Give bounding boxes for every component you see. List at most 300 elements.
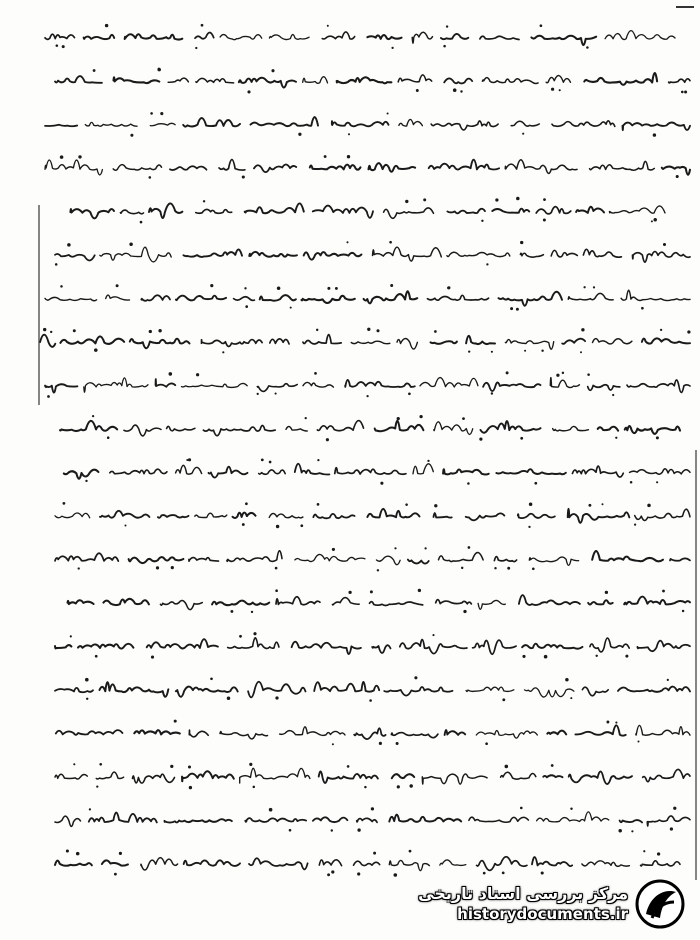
- ink-word: [182, 383, 248, 387]
- ink-dot: [528, 526, 530, 528]
- ink-dot: [418, 589, 421, 592]
- ink-dot: [631, 830, 633, 832]
- handwritten-line: [60, 415, 680, 441]
- handwritten-line: [45, 284, 690, 311]
- ink-word: [584, 73, 657, 85]
- ink-word: [543, 775, 562, 777]
- ink-dot: [245, 502, 248, 505]
- ink-word: [129, 557, 184, 563]
- ink-word: [113, 165, 161, 171]
- ink-dot: [116, 284, 119, 287]
- ink-word: [670, 558, 690, 560]
- ink-dot: [99, 763, 102, 766]
- ink-word: [636, 725, 690, 735]
- ink-dot: [506, 371, 509, 374]
- ink-dot: [660, 329, 662, 331]
- handwritten-line: [45, 155, 690, 179]
- ink-word: [505, 160, 577, 174]
- ink-word: [588, 600, 613, 604]
- ink-word: [182, 771, 234, 781]
- ink-word: [494, 557, 516, 562]
- ink-dot: [387, 112, 389, 114]
- ink-dot: [653, 133, 656, 136]
- ink-dot: [327, 287, 330, 290]
- ink-dot: [463, 610, 466, 613]
- ink-word: [553, 426, 589, 430]
- ink-word: [196, 209, 232, 213]
- ink-dot: [366, 395, 368, 397]
- ink-dot: [275, 393, 277, 395]
- ink-word: [633, 252, 691, 263]
- ink-word: [184, 249, 243, 256]
- ink-dot: [151, 656, 154, 659]
- ink-dot: [157, 68, 161, 72]
- ink-dot: [277, 286, 281, 290]
- ink-dot: [588, 504, 591, 507]
- ink-word: [55, 861, 92, 866]
- ink-dot: [667, 679, 669, 681]
- ink-dot: [520, 807, 523, 810]
- ink-dot: [56, 44, 59, 47]
- ink-dot: [230, 610, 233, 613]
- ink-word: [55, 645, 71, 648]
- ink-word: [322, 32, 355, 39]
- ink-word: [575, 725, 625, 735]
- ink-dot: [641, 307, 644, 310]
- ink-word: [120, 210, 143, 214]
- ink-word: [431, 341, 457, 344]
- ink-word: [45, 160, 102, 175]
- ink-dot: [335, 287, 338, 290]
- ink-dot: [269, 808, 273, 812]
- ink-dot: [396, 742, 399, 745]
- ink-word: [313, 514, 354, 518]
- ink-dot: [427, 460, 429, 462]
- ink-word: [384, 208, 434, 218]
- ink-word: [669, 79, 690, 83]
- ink-word: [270, 339, 289, 344]
- ink-dot: [447, 286, 450, 289]
- ink-dot: [551, 764, 554, 767]
- ink-word: [84, 378, 148, 392]
- ink-dot: [66, 849, 69, 852]
- ink-word: [106, 295, 130, 300]
- ink-dot: [327, 25, 329, 27]
- ink-dot: [681, 91, 684, 94]
- ink-word: [335, 468, 406, 475]
- ink-dot: [532, 567, 535, 570]
- ink-word: [254, 164, 296, 172]
- ink-word: [532, 857, 572, 866]
- ink-dot: [634, 523, 636, 525]
- ink-word: [195, 513, 227, 517]
- ink-dot: [391, 47, 393, 49]
- handwritten-line: [56, 720, 690, 746]
- ink-word: [337, 77, 392, 83]
- ink-word: [332, 121, 389, 126]
- ink-dot: [357, 828, 360, 831]
- ink-dot: [481, 220, 483, 222]
- ink-word: [130, 339, 190, 349]
- ink-dot: [170, 765, 173, 768]
- ink-word: [582, 861, 630, 867]
- ink-dot: [586, 46, 589, 49]
- ink-word: [276, 597, 320, 605]
- ink-word: [248, 682, 305, 698]
- ink-word: [184, 860, 240, 866]
- ink-dot: [397, 417, 400, 420]
- ink-dot: [347, 155, 350, 158]
- ink-word: [45, 384, 77, 392]
- margin-line-right: [695, 450, 697, 880]
- handwritten-line: [45, 24, 675, 49]
- ink-dot: [275, 696, 278, 699]
- ink-word: [295, 464, 330, 475]
- ink-word: [176, 687, 238, 697]
- ink-word: [592, 551, 663, 561]
- ink-dot: [92, 415, 94, 417]
- ink-dot: [467, 482, 470, 485]
- ink-word: [259, 470, 286, 474]
- ink-word: [245, 818, 306, 822]
- handwritten-line: [55, 807, 690, 833]
- ink-dot: [94, 348, 98, 352]
- ink-word: [441, 34, 468, 39]
- ink-dot: [423, 198, 426, 201]
- ink-dot: [289, 829, 292, 832]
- ink-dot: [203, 200, 205, 202]
- ink-dot: [300, 524, 303, 527]
- ink-dot: [346, 241, 348, 243]
- ink-dot: [460, 90, 462, 92]
- ink-dot: [244, 287, 246, 289]
- ink-dot: [73, 329, 76, 332]
- ink-dot: [595, 655, 597, 657]
- ink-word: [546, 76, 570, 83]
- ink-word: [55, 513, 90, 518]
- ink-word: [367, 509, 419, 518]
- ink-dot: [485, 742, 488, 745]
- ink-word: [389, 815, 461, 822]
- ink-dot: [380, 482, 383, 485]
- ink-dot: [239, 635, 242, 638]
- ink-word: [168, 78, 188, 82]
- ink-word: [590, 161, 655, 170]
- ink-dot: [174, 720, 177, 723]
- ink-word: [473, 640, 516, 654]
- ink-word: [176, 296, 226, 301]
- ink-dot: [86, 698, 88, 700]
- ink-dot: [50, 331, 52, 333]
- ink-dot: [630, 481, 633, 484]
- ink-dot: [419, 415, 422, 418]
- ink-dot: [434, 330, 437, 333]
- ink-dot: [78, 155, 81, 158]
- ink-word: [260, 295, 296, 301]
- ink-dot: [524, 350, 526, 352]
- ink-dot: [188, 765, 191, 768]
- ink-dot: [347, 765, 350, 768]
- ink-word: [269, 35, 309, 40]
- ink-dot: [371, 807, 374, 810]
- ink-word: [434, 422, 473, 435]
- ink-dot: [188, 458, 191, 461]
- ink-dot: [653, 218, 657, 222]
- ink-word: [303, 77, 328, 84]
- ink-word: [364, 291, 418, 303]
- ink-dot: [507, 567, 510, 570]
- ink-dot: [63, 502, 66, 505]
- ink-dot: [364, 786, 366, 788]
- ink-dot: [331, 829, 333, 831]
- ink-dot: [516, 197, 520, 201]
- ink-word: [249, 858, 308, 869]
- ink-word: [630, 469, 690, 474]
- ink-word: [60, 336, 124, 344]
- ink-dot: [247, 90, 250, 93]
- ink-word: [621, 290, 690, 300]
- ink-dot: [324, 155, 327, 158]
- ink-word: [478, 600, 505, 609]
- ink-word: [375, 421, 424, 431]
- ink-word: [522, 644, 582, 649]
- ink-dot: [261, 459, 264, 462]
- ink-dot: [367, 328, 370, 331]
- ink-word: [439, 552, 484, 561]
- ink-word: [209, 467, 248, 478]
- ink-dot: [453, 88, 457, 92]
- ink-dot: [305, 417, 307, 419]
- ink-word: [156, 379, 176, 387]
- ink-word: [480, 36, 519, 39]
- ink-dot: [529, 502, 533, 506]
- ink-word: [367, 35, 401, 39]
- ink-word: [427, 295, 488, 300]
- ink-word: [89, 813, 157, 823]
- ink-dot: [651, 220, 653, 222]
- ink-dot: [158, 329, 161, 332]
- ink-dot: [673, 807, 676, 810]
- ink-word: [429, 160, 499, 170]
- ink-word: [313, 817, 348, 822]
- ink-word: [625, 426, 680, 434]
- ink-word: [605, 31, 675, 40]
- ink-dot: [615, 437, 617, 439]
- ink-word: [189, 558, 219, 562]
- ink-word: [158, 515, 189, 518]
- ink-dot: [580, 351, 582, 353]
- ink-word: [618, 687, 690, 692]
- ink-dot: [76, 852, 80, 856]
- handwritten-line: [55, 546, 690, 571]
- ink-word: [141, 295, 170, 301]
- ink-dot: [370, 590, 373, 593]
- ink-dot: [541, 871, 544, 874]
- ink-dot: [269, 461, 272, 464]
- ink-dot: [156, 566, 159, 569]
- ink-word: [56, 730, 123, 735]
- ink-word: [314, 682, 379, 692]
- ink-word: [219, 160, 245, 170]
- ink-word: [195, 32, 214, 38]
- ink-dot: [502, 698, 505, 701]
- ink-dot: [605, 591, 608, 594]
- ink-dot: [502, 872, 505, 875]
- ink-dot: [432, 634, 434, 636]
- ink-word: [643, 769, 690, 781]
- scan-corner-mark: [676, 6, 694, 14]
- ink-dot: [637, 740, 639, 742]
- ink-word: [125, 34, 183, 39]
- ink-dot: [434, 504, 437, 507]
- ink-word: [624, 597, 690, 605]
- ink-dot: [377, 569, 379, 571]
- ink-word: [354, 728, 385, 739]
- ink-word: [550, 378, 579, 388]
- ink-word: [620, 820, 643, 822]
- ink-dot: [543, 198, 546, 201]
- ink-word: [40, 335, 55, 347]
- ink-dot: [556, 374, 559, 377]
- ink-word: [447, 252, 510, 256]
- ink-word: [55, 688, 93, 692]
- ink-dot: [602, 503, 604, 505]
- ink-dot: [494, 567, 496, 569]
- ink-word: [529, 557, 578, 565]
- ink-dot: [581, 328, 584, 331]
- ink-dot: [468, 350, 470, 352]
- ink-word: [443, 469, 489, 474]
- ink-dot: [593, 286, 595, 288]
- ink-word: [400, 640, 467, 654]
- ink-word: [519, 595, 580, 605]
- ink-word: [317, 421, 363, 431]
- ink-word: [102, 860, 128, 865]
- ink-word: [572, 466, 623, 477]
- ink-word: [133, 774, 175, 783]
- ink-dot: [559, 89, 561, 91]
- ink-dot: [130, 134, 133, 137]
- ink-word: [568, 293, 613, 299]
- ink-dot: [55, 263, 58, 266]
- ink-word: [60, 421, 117, 431]
- ink-word: [234, 297, 255, 301]
- handwritten-line: [55, 763, 690, 789]
- ink-word: [240, 768, 310, 783]
- handwritten-line: [55, 241, 690, 266]
- ink-dot: [169, 372, 173, 376]
- ink-word: [483, 382, 540, 391]
- ink-word: [537, 812, 609, 822]
- ink-word: [520, 253, 543, 257]
- ink-dot: [210, 677, 213, 680]
- ink-word: [525, 688, 574, 697]
- ink-dot: [222, 351, 224, 353]
- ink-word: [310, 165, 361, 170]
- ink-word: [501, 772, 536, 779]
- ink-word: [68, 600, 94, 604]
- ink-word: [245, 203, 304, 213]
- ink-word: [444, 78, 472, 83]
- ink-word: [70, 209, 114, 218]
- ink-dot: [276, 525, 279, 528]
- handwritten-line: [70, 197, 665, 224]
- ink-word: [499, 292, 563, 306]
- ink-dot: [298, 133, 301, 136]
- ink-dot: [317, 459, 319, 461]
- watermark-name: مرکز بررسی اسناد تاریخی: [418, 884, 628, 903]
- ink-dot: [516, 308, 519, 311]
- ink-dot: [348, 591, 351, 594]
- ink-word: [481, 421, 541, 433]
- ink-dot: [394, 547, 396, 549]
- ink-word: [303, 382, 333, 387]
- ink-word: [422, 774, 487, 784]
- ink-dot: [389, 241, 392, 244]
- ink-dot: [682, 610, 684, 612]
- ink-word: [397, 339, 417, 350]
- ink-word: [627, 380, 690, 393]
- ink-dot: [129, 243, 133, 247]
- ink-word: [399, 119, 423, 126]
- ink-word: [440, 860, 466, 865]
- ink-word: [100, 247, 171, 262]
- ink-word: [149, 203, 182, 218]
- ink-word: [583, 249, 621, 257]
- ink-word: [369, 163, 416, 172]
- ink-word: [189, 730, 208, 737]
- ink-dot: [405, 503, 408, 506]
- ink-dot: [249, 763, 252, 766]
- ink-dot: [643, 850, 645, 852]
- ink-dot: [43, 328, 46, 331]
- ink-word: [165, 819, 232, 822]
- ink-word: [609, 206, 665, 213]
- ink-dot: [446, 25, 448, 27]
- ink-dot: [534, 482, 537, 485]
- ink-dot: [376, 329, 379, 332]
- ink-word: [302, 296, 355, 303]
- ink-dot: [369, 699, 372, 702]
- ink-dot: [331, 870, 334, 873]
- ink-word: [304, 252, 362, 260]
- handwritten-line: [55, 676, 690, 702]
- ink-word: [623, 123, 691, 131]
- ink-dot: [684, 90, 687, 93]
- ink-word: [637, 641, 690, 652]
- ink-word: [251, 117, 319, 126]
- ink-dot: [149, 176, 152, 179]
- ink-word: [354, 861, 380, 865]
- handwritten-line: [45, 112, 690, 137]
- ink-word: [551, 250, 577, 257]
- ink-dot: [409, 850, 412, 853]
- ink-word: [582, 687, 608, 696]
- ink-word: [445, 730, 466, 735]
- ink-dot: [47, 395, 50, 398]
- ink-dot: [171, 566, 174, 569]
- ink-dot: [60, 155, 64, 159]
- ink-dot: [327, 873, 330, 876]
- ink-dot: [275, 567, 278, 570]
- ink-word: [319, 771, 378, 783]
- ink-dot: [257, 393, 259, 395]
- ink-dot: [606, 721, 609, 724]
- ink-dot: [687, 330, 690, 333]
- ink-word: [332, 598, 359, 605]
- ink-word: [588, 385, 620, 391]
- ink-word: [96, 772, 123, 779]
